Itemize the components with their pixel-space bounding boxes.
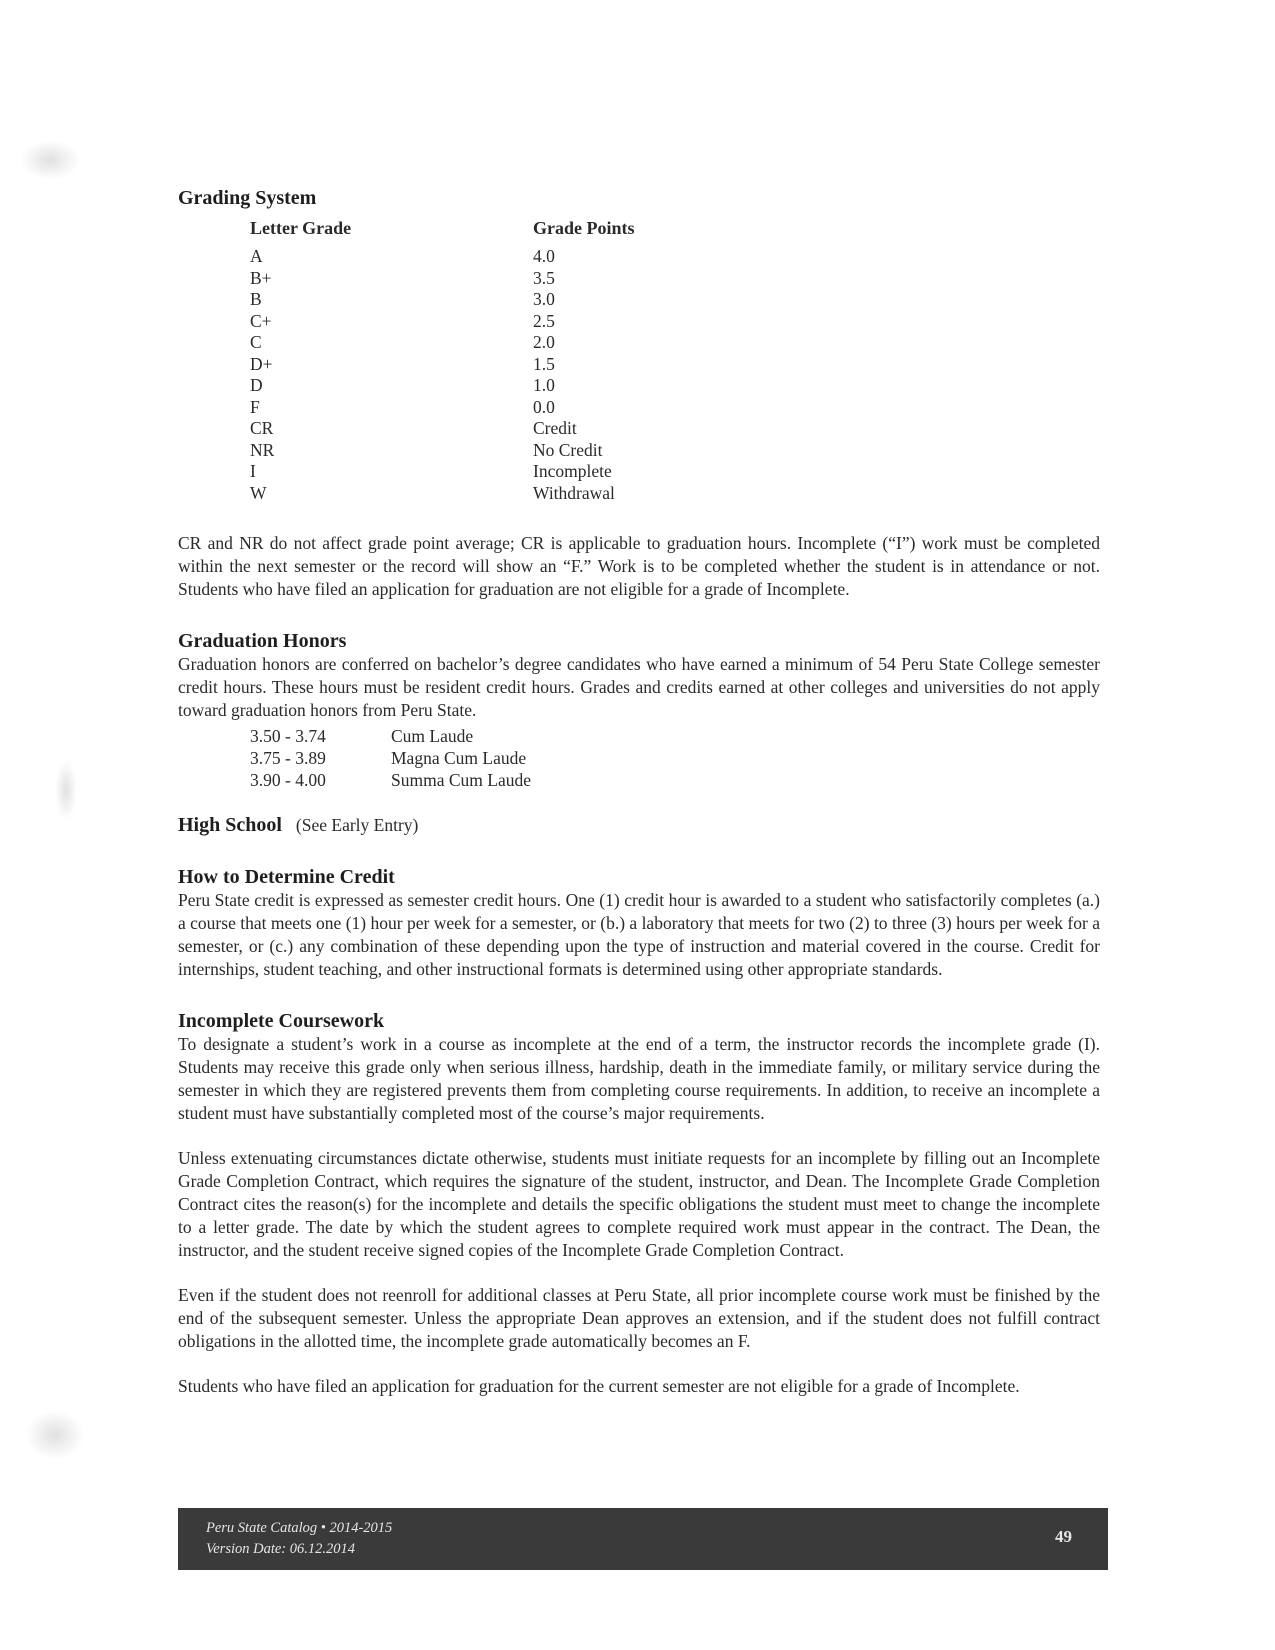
incomplete-coursework-section — [178, 1009, 1100, 1398]
footer-info — [206, 1518, 392, 1560]
catalog-title: Peru State Catalog • 2014-2015 — [206, 1520, 393, 1536]
determine-credit-section — [178, 865, 1100, 981]
scan-smudge — [55, 760, 77, 820]
grade-points: Incomplete — [533, 461, 612, 481]
section-heading: Grading System — [178, 187, 317, 209]
letter-grade: D+ — [250, 353, 273, 374]
grade-points: 1.0 — [533, 375, 555, 395]
grade-points: Credit — [533, 418, 577, 438]
grade-points-header: Grade Points — [533, 218, 635, 238]
cross-reference: (See Early Entry) — [295, 815, 419, 835]
page-footer — [178, 1508, 1108, 1570]
high-school-section — [178, 813, 1100, 837]
grade-row — [250, 246, 1100, 268]
grade-points: 3.0 — [533, 289, 555, 309]
grade-points: 3.5 — [533, 267, 555, 288]
section-heading: Incomplete Coursework — [178, 1010, 385, 1032]
grade-points: No Credit — [533, 439, 603, 460]
letter-grade: C+ — [250, 310, 272, 331]
grade-row — [250, 354, 1100, 376]
gpa-range: 3.90 - 4.00 — [250, 770, 326, 790]
honor-name: Summa Cum Laude — [391, 770, 531, 790]
section-heading: High School — [178, 814, 282, 836]
incomplete-paragraph: Unless extenuating circumstances dictate otherwise, students must initiate requests for an incomplete by filling out an Incomplete Grade Completion Contract, which requires the signature of the student, instructor, and Dean. The Incomplete Grade Completion Contract cites the reason(s) for the incomplete and details the specific obligations the student must meet to change the incomplete to a letter grade. The date by which the student agrees to complete required work must appear in the contract. The Dean, the instructor, and the student receive signed copies of the Incomplete Grade Completion Contract. — [178, 1148, 1100, 1260]
grade-points: 0.0 — [533, 396, 555, 417]
honors-text: Graduation honors are conferred on bachelor’s degree candidates who have earned a minimum of 54 Peru State College semester credit hours. These hours must be resident credit hours. Grades and credits earned at other colleges and universities do not apply toward graduation honors from Peru State. — [178, 654, 1100, 720]
letter-grade: D — [250, 375, 263, 395]
grade-table-header — [250, 216, 1100, 240]
scan-smudge — [20, 140, 80, 180]
incomplete-paragraph: Even if the student does not reenroll for additional classes at Peru State, all prior incomplete course work must be finished by the end of the subsequent semester. Unless the appropriate Dean approves an extension, and if the student does not fulfill contract obligations in the allotted time, the incomplete grade automatically becomes an F. — [178, 1285, 1100, 1351]
grading-note: CR and NR do not affect grade point average; CR is applicable to graduation hours. Incomplete (“I”) work must be completed within the next semester or the record will show an “F.” Work is to be completed whether the student is in attendance or not. Students who have filed an application for graduation are not eligible for a grade of Incomplete. — [178, 533, 1100, 599]
letter-grade: CR — [250, 418, 274, 438]
honors-table — [250, 725, 1100, 791]
grade-row — [250, 440, 1100, 462]
grade-row — [250, 268, 1100, 290]
honors-row — [250, 725, 1100, 747]
grade-row — [250, 397, 1100, 419]
honors-row — [250, 747, 1100, 769]
gpa-range: 3.75 - 3.89 — [250, 748, 326, 768]
version-date: Version Date: 06.12.2014 — [206, 1541, 356, 1557]
gpa-range: 3.50 - 3.74 — [250, 726, 326, 746]
grade-points: 2.5 — [533, 310, 555, 331]
grade-points: 1.5 — [533, 353, 555, 374]
incomplete-paragraph: To designate a student’s work in a course as incomplete at the end of a term, the instructor records the incomplete grade (I). Students may receive this grade only when serious illness, hardship, death in the immediate family, or military service during the semester in which they are registered prevents them from completing course requirements. In addition, to receive an incomplete a student must have substantially completed most of the course’s major requirements. — [178, 1034, 1100, 1123]
credit-text: Peru State credit is expressed as semester credit hours. One (1) credit hour is awarded to a student who satisfactorily completes (a.) a course that meets one (1) hour per week for a semester, or (b.) a laboratory that meets for two (2) to three (3) hours per week for a semester, or (c.) any combination of these depending upon the type of instruction and material covered in the course. Credit for internships, student teaching, and other instructional formats is determined using other appropriate standards. — [178, 890, 1100, 979]
incomplete-paragraph: Students who have filed an application for graduation for the current semester are not eligible for a grade of Incomplete. — [178, 1376, 1020, 1396]
honor-name: Cum Laude — [391, 726, 474, 746]
grade-row — [250, 483, 1100, 505]
letter-grade: F — [250, 396, 260, 417]
letter-grade: W — [250, 482, 267, 503]
honor-name: Magna Cum Laude — [391, 748, 527, 768]
grade-points: 2.0 — [533, 332, 555, 352]
grade-row — [250, 311, 1100, 333]
scan-smudge — [25, 1410, 85, 1460]
letter-grade: B+ — [250, 267, 272, 288]
letter-grade: C — [250, 332, 262, 352]
grade-points: 4.0 — [533, 246, 555, 266]
letter-grade: A — [250, 246, 263, 266]
section-heading: How to Determine Credit — [178, 866, 395, 888]
letter-grade: NR — [250, 439, 275, 460]
grading-system-section — [178, 186, 1100, 601]
page-number: 49 — [1055, 1527, 1072, 1546]
letter-grade: B — [250, 289, 262, 309]
honors-row — [250, 769, 1100, 791]
section-heading: Graduation Honors — [178, 630, 347, 652]
grade-row — [250, 375, 1100, 397]
grade-row — [250, 461, 1100, 483]
grade-row — [250, 289, 1100, 311]
page-content — [178, 186, 1100, 1398]
grade-points: Withdrawal — [533, 482, 615, 503]
grade-table — [250, 216, 1100, 504]
high-school-line — [178, 813, 1100, 837]
letter-grade-header: Letter Grade — [250, 218, 352, 238]
grade-row — [250, 418, 1100, 440]
grade-row — [250, 332, 1100, 354]
letter-grade: I — [250, 461, 256, 481]
graduation-honors-section — [178, 629, 1100, 791]
